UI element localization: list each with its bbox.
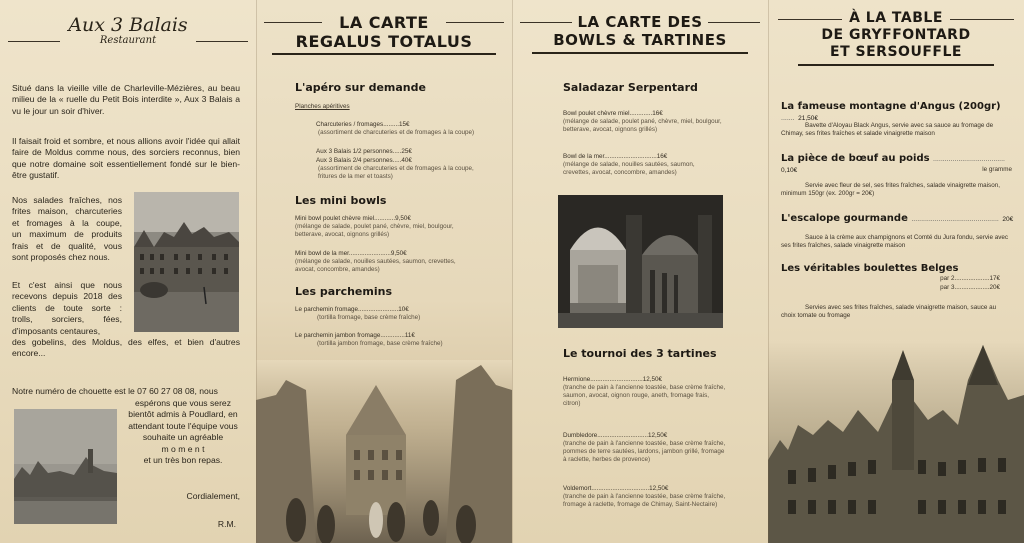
panel-subtitle: BOWLS & TARTINES (553, 31, 727, 49)
menu-item (295, 332, 475, 348)
item-name: Bowl poulet chèvre miel.............16€ (563, 110, 663, 117)
item-name: Charcuteries / fromages.........15€ (316, 121, 410, 128)
title-underline (532, 52, 748, 54)
text-line: clients de toute sorte : (12, 302, 122, 313)
fold-line (256, 0, 257, 543)
text-line: trolls, sorciers, fées, (12, 314, 122, 325)
contact-paragraph (126, 398, 240, 466)
arcade-photo-icon (558, 195, 723, 328)
clients-paragraph-end: des gobelins, des Moldus, des elfes, et bien d'autres encore... (12, 337, 240, 359)
item-desc: (tranche de pain à l'ancienne toastée, base crème fraîche, pommes de terre sautées, lardons, jambon grillé, fromage à raclette, herbes de provence) (563, 440, 726, 463)
dot-leader: ............................................. (911, 216, 999, 223)
panel-intro (0, 0, 256, 543)
river-town-photo-icon (14, 409, 117, 524)
dish-price: 20€ (1002, 216, 1014, 223)
item-name: Aux 3 Balais 2/4 personnes.....40€ (316, 157, 412, 164)
text-line: et un très bon repas. (143, 455, 223, 466)
logo-title: Aux 3 Balais (68, 14, 188, 36)
menu-item (316, 148, 476, 156)
text-line: recevons depuis 2018 des (12, 291, 122, 302)
panel-subtitle: DE GRYFFONTARD (821, 27, 971, 43)
divider (8, 41, 60, 42)
title-underline (798, 64, 994, 66)
town-square-photo-icon (134, 192, 239, 332)
panel-carte (256, 0, 512, 543)
section-heading: Les mini bowls (295, 194, 387, 207)
intro-paragraph: Situé dans la vieille ville de Charleville-Mézières, au beau milieu de la « ruelle du Petit Bois interdite », Aux 3 Balais a vu le jour un soir d'hiver. (12, 83, 240, 116)
item-desc: (mélange de salade, nouilles sautées, saumon, crevettes, avocat, concombre, amandes) (563, 161, 695, 176)
intro-paragraph: Il faisait froid et sombre, et nous allions avoir l'idée qui allait faire de Moldus comme nous, des sorciers reconnus, bien que notre domaine soit essentiellement fondé sur le bien-être gustatif. (12, 136, 240, 181)
dish-line (781, 263, 1016, 274)
item-name: Dumbledore.............................12,50€ (563, 432, 668, 439)
menu-item (295, 250, 475, 274)
menu-item (295, 306, 475, 322)
item-name: Aux 3 Balais 1/2 personnes.....25€ (316, 148, 412, 155)
panel-subtitle: REGALUS TOTALUS (295, 32, 473, 51)
item-name: Bowl de la mer..............................16€ (563, 153, 668, 160)
subsection-label: Planches apéritives (295, 103, 350, 110)
item-name: Le parchemin fromage.......................10€ (295, 306, 409, 313)
dish-line (781, 101, 1016, 123)
portion-price: par 2....................17€ (940, 275, 1000, 282)
panel-subtitle: ET SERSOUFFLE (830, 44, 962, 60)
text-line: espérons que vous serez (134, 398, 232, 408)
item-desc: (tranche de pain à l'ancienne toastée, base crème fraîche, fromage à raclette, fromage de Chimay, Saint-Nectaire) (563, 493, 726, 508)
section-heading: Le tournoi des 3 tartines (563, 347, 717, 360)
item-desc: (tranche de pain à l'ancienne toastée, base crème fraîche, saumon, avocat, oignon rouge, aneth, fromage frais, citron) (563, 384, 726, 407)
title-underline (272, 53, 496, 55)
dish-unit: le gramme (982, 166, 1012, 173)
panel-title: À LA TABLE (849, 10, 943, 26)
panel-table (768, 0, 1024, 543)
town-hall-photo-icon (768, 340, 1024, 543)
menu-item (563, 110, 723, 134)
dish-name: Les véritables boulettes Belges (781, 263, 959, 274)
dish-line (781, 213, 1016, 224)
dish-price: 21,50€ (798, 115, 818, 122)
logo-subtitle: Restaurant (99, 35, 157, 46)
restaurant-logo (60, 14, 196, 46)
text-line: attendant toute l'équipe vous (128, 420, 238, 431)
dish-name: La fameuse montagne d'Angus (200gr) (781, 101, 1001, 112)
portion-price: par 3....................20€ (940, 284, 1000, 291)
text-line: m o m e n t (161, 443, 205, 454)
text-line: bientôt admis à Poudlard, en (128, 409, 238, 420)
menu-item (563, 432, 728, 464)
text-line: frais et de qualité, vous (12, 240, 122, 251)
text-line: frites maison, charcuteries (12, 206, 122, 217)
clients-paragraph (12, 280, 122, 337)
text-line: et fromages à la coupe, (12, 217, 122, 228)
item-name: Mini bowl poulet chèvre miel............9,50€ (295, 215, 411, 222)
text-line: Et c'est ainsi que nous (12, 280, 122, 290)
item-desc: (assortiment de charcuteries et de fromages à la coupe, fritures de la mer et toasts) (318, 165, 474, 180)
closing-text: Cordialement, (186, 491, 240, 501)
item-desc: (mélange de salade, poulet pané, chèvre, miel, boulgour, betterave, avocat, oignons grillés) (295, 223, 454, 238)
dish-desc: Servie avec fleur de sel, ses frites fraîches, salade vinaigrette maison, minimum 150gr (ex. 200gr = 20€) (781, 182, 1000, 198)
menu-item (316, 157, 476, 181)
panel-title: LA CARTE (339, 13, 429, 32)
dish-price: 0,10€ (781, 167, 798, 174)
menu-item (563, 485, 728, 509)
item-desc: (tortilla fromage, base crème fraîche) (317, 314, 421, 321)
dish-name: L'escalope gourmande (781, 213, 908, 224)
menu-item (316, 121, 476, 137)
text-line: Nos salades fraîches, nos (12, 195, 122, 205)
section-heading: Saladazar Serpentard (563, 81, 698, 94)
text-line: d'imposants centaures, (12, 325, 101, 336)
divider (196, 41, 248, 42)
section-heading: Les parchemins (295, 285, 392, 298)
dish-desc: Bavette d'Aloyau Black Angus, servie avec sa sauce au fromage de Chimay, ses frites fraîches et salade vinaigrette maison (781, 122, 994, 138)
text-line: un maximum de produits (12, 229, 122, 240)
fold-line (512, 0, 513, 543)
signature: R.M. (217, 519, 236, 529)
dot-leader: ..................................... (933, 156, 1006, 163)
item-desc: (mélange de salade, poulet pané, chèvre, miel, boulgour, betterave, avocat, oignons grillés) (563, 118, 722, 133)
dot-leader: ....... (781, 115, 795, 122)
item-name: Mini bowl de la mer........................9,50€ (295, 250, 407, 257)
item-desc: (mélange de salade, nouilles sautées, saumon, crevettes, avocat, concombre, amandes) (295, 258, 456, 273)
panel-title: LA CARTE DES (577, 13, 703, 31)
text-line: souhaite un agréable (142, 432, 224, 443)
panel-bowls (512, 0, 768, 543)
item-desc: (tortilla jambon fromage, base crème fraîche) (317, 340, 443, 347)
menu-item (563, 376, 728, 408)
section-heading: L'apéro sur demande (295, 81, 426, 94)
castle-street-photo-icon (256, 360, 512, 543)
item-name: Voldemort.................................12,50€ (563, 485, 669, 492)
contact-line: Notre numéro de chouette est le 07 60 27 08 08, nous (12, 386, 218, 396)
text-line: sont proposés chez nous. (12, 252, 110, 263)
dish-desc: Sauce à la crème aux champignons et Comté du Jura fondu, servie avec ses frites fraîches, salade vinaigrette maison (781, 234, 1009, 250)
dish-desc: Servies avec ses frites fraîches, salade vinaigrette maison, sauce au choix tomate ou fromage (781, 304, 997, 320)
menu-item (563, 153, 723, 177)
item-desc: (assortiment de charcuteries et de fromages à la coupe) (318, 129, 475, 136)
menu-item (295, 215, 475, 239)
dish-name: La pièce de bœuf au poids (781, 153, 930, 164)
produce-paragraph (12, 195, 122, 263)
fold-line (768, 0, 769, 543)
item-name: Hermione..............................12,50€ (563, 376, 663, 383)
item-name: Le parchemin jambon fromage..............11€ (295, 332, 415, 339)
